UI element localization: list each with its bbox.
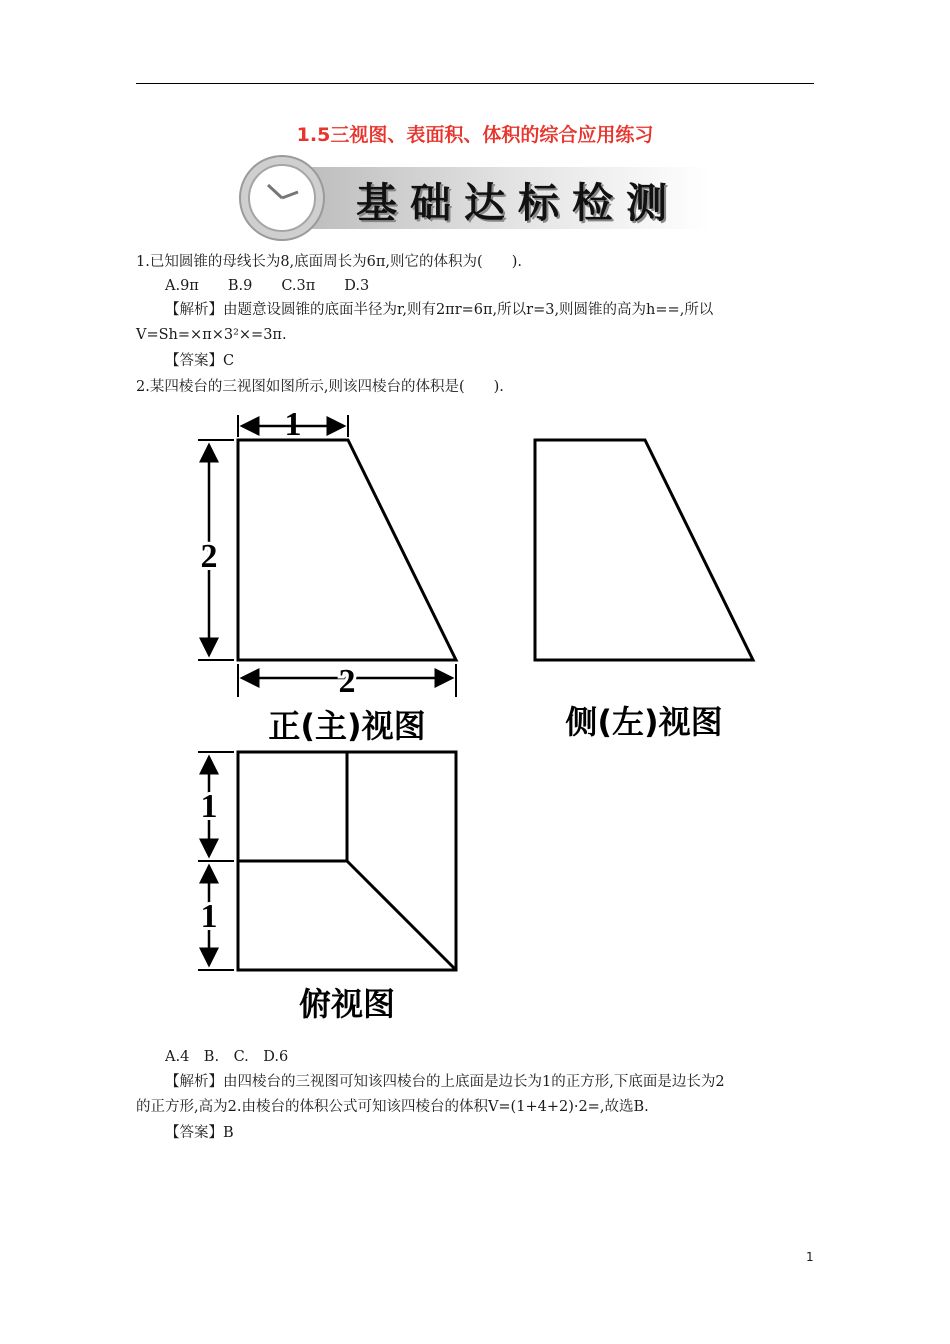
q1-options: A.9π B.9 C.3π D.3: [165, 278, 370, 294]
q1-analysis-line2: V=Sh=×π×3²×=3π.: [136, 327, 287, 343]
q2-options: A.4 B. C. D.6: [165, 1049, 289, 1065]
q1-analysis-line1: 【解析】由题意设圆锥的底面半径为r,则有2πr=6π,所以r=3,则圆锥的高为h==,所以: [165, 302, 714, 318]
front-view-label: 正(主)视图: [268, 707, 426, 745]
three-view-figure: [190, 405, 770, 1045]
page-number: 1: [806, 1250, 814, 1264]
q2-answer: 【答案】B: [165, 1125, 234, 1141]
q2-stem: 2.某四棱台的三视图如图所示,则该四棱台的体积是( ).: [136, 379, 504, 395]
dim-top: 1: [284, 406, 302, 443]
q2-analysis-line1: 【解析】由四棱台的三视图可知该四棱台的上底面是边长为1的正方形,下底面是边长为2: [165, 1074, 725, 1090]
q1-answer: 【答案】C: [165, 353, 235, 369]
dim-top-view-b: 1: [200, 898, 218, 935]
top-view-label: 俯视图: [298, 985, 396, 1023]
side-view-label: 侧(左)视图: [565, 703, 723, 741]
side-view: [535, 440, 753, 660]
banner-title: 基础达标检测: [356, 179, 680, 227]
dim-height: 2: [200, 538, 218, 575]
q2-analysis-line2: 的正方形,高为2.由棱台的体积公式可知该四棱台的体积V=(1+4+2)·2=,故选B.: [136, 1099, 649, 1115]
dim-bottom: 2: [338, 663, 356, 700]
q1-stem: 1.已知圆锥的母线长为8,底面周长为6π,则它的体积为( ).: [136, 254, 522, 270]
page-title: 1.5三视图、表面积、体积的综合应用练习: [296, 124, 654, 146]
dim-top-view-a: 1: [200, 788, 218, 825]
top-view: [198, 752, 456, 970]
header-rule: [136, 83, 814, 84]
front-view: [198, 415, 456, 697]
